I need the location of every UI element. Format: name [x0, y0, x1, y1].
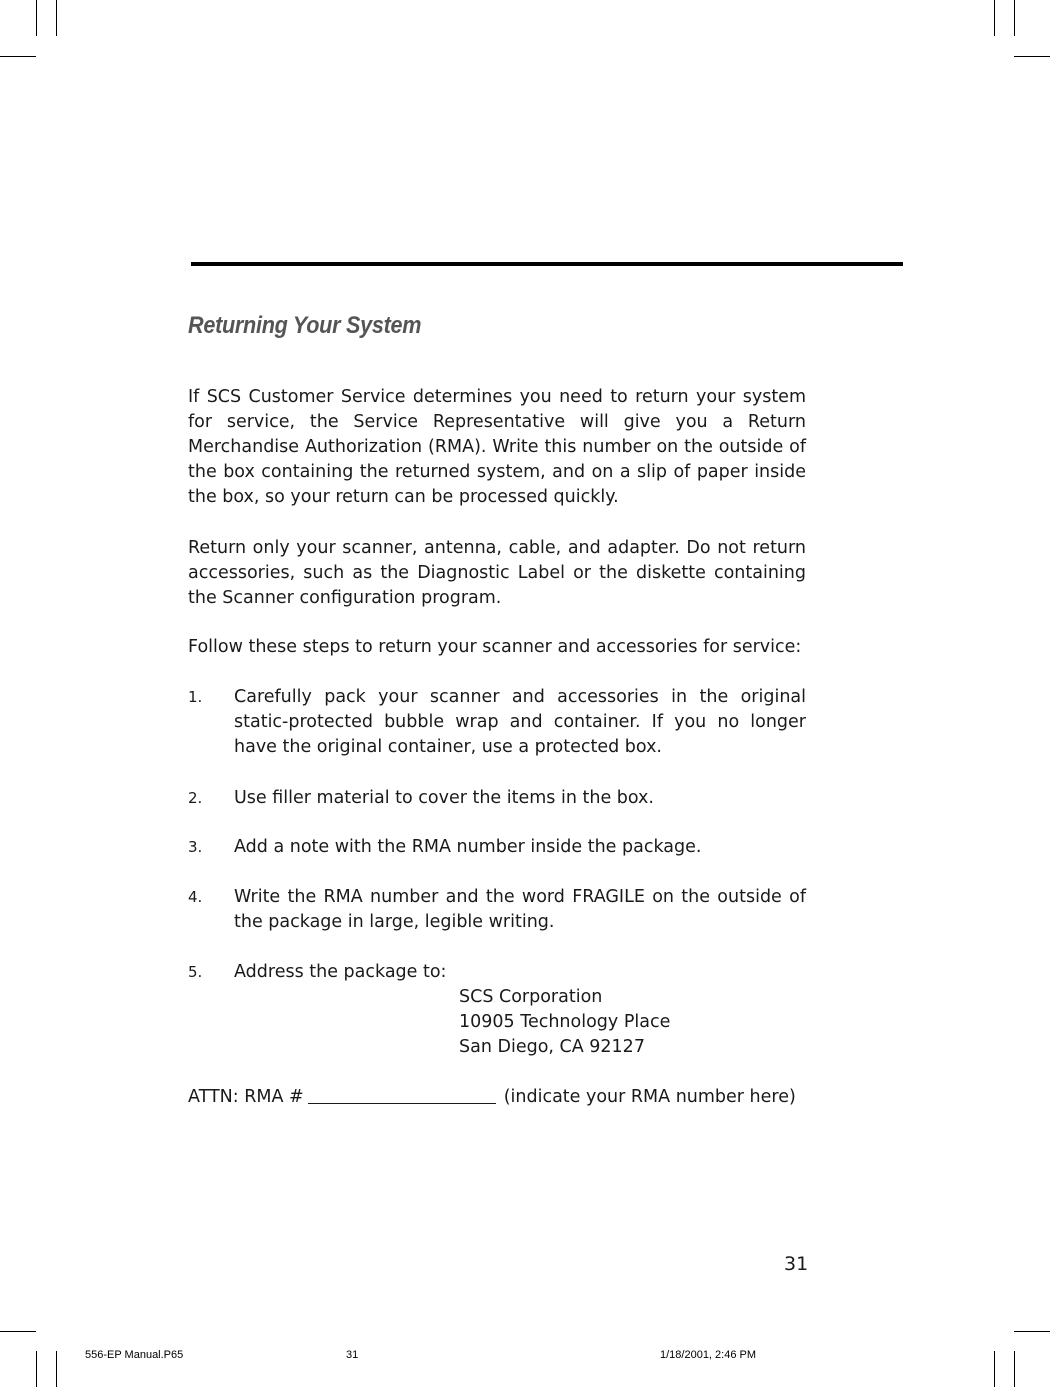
crop-mark [56, 1351, 57, 1387]
crop-mark [56, 0, 57, 36]
header-rule [191, 262, 903, 266]
address-line-company: SCS Corporation [459, 987, 603, 1007]
step-number: 4. [188, 888, 203, 906]
crop-mark [0, 1331, 36, 1332]
crop-mark [1014, 1331, 1050, 1332]
crop-mark [1014, 56, 1050, 57]
list-item [188, 786, 806, 811]
crop-mark [1014, 1351, 1015, 1387]
step-number: 3. [188, 838, 203, 856]
slug-page: 31 [346, 1349, 359, 1361]
intro-paragraph: If SCS Customer Service determines you need to return your system for service, the Service Representative will give you a Return Merchandise Authorization (RMA). Write this number on the outside of the box containing the returned system, and on a slip of paper inside the box, so your return can be processed quickly. [188, 387, 806, 507]
steps-intro-paragraph: Follow these steps to return your scanner and accessories for service: [188, 637, 802, 657]
step-number: 1. [188, 688, 203, 706]
step-text: Address the package to: [234, 962, 447, 982]
step-text: Write the RMA number and the word FRAGILE on the outside of the package in large, legible writing. [234, 887, 806, 932]
attn-label: ATTN: RMA # [188, 1087, 304, 1107]
address-line-city: San Diego, CA 92127 [459, 1037, 645, 1057]
crop-mark [36, 0, 37, 36]
step-text: Carefully pack your scanner and accessories in the original static-protected bubble wrap and container. If you no longer have the original container, use a protected box. [234, 687, 806, 757]
list-item [188, 835, 806, 860]
crop-mark [1014, 0, 1015, 36]
step-number: 2. [188, 789, 203, 807]
slug-file: 556-EP Manual.P65 [85, 1349, 184, 1361]
crop-mark [994, 1351, 995, 1387]
page-number: 31 [784, 1253, 809, 1275]
list-item [188, 960, 806, 985]
attn-line [188, 1085, 796, 1110]
slug-timestamp: 1/18/2001, 2:46 PM [660, 1349, 757, 1361]
step-text: Use filler material to cover the items in the box. [234, 788, 654, 808]
step-text: Add a note with the RMA number inside the package. [234, 837, 702, 857]
step-number: 5. [188, 963, 203, 981]
rma-blank [308, 1085, 496, 1104]
return-items-paragraph: Return only your scanner, antenna, cable, and adapter. Do not return accessories, such as the Diagnostic Label or the diskette containing the Scanner configuration program. [188, 538, 806, 608]
attn-note: (indicate your RMA number here) [503, 1087, 796, 1107]
crop-mark [0, 56, 36, 57]
section-title: Returning Your System [188, 312, 422, 339]
list-item [188, 885, 806, 935]
address-line-street: 10905 Technology Place [459, 1012, 671, 1032]
crop-mark [36, 1351, 37, 1387]
list-item [188, 685, 806, 760]
crop-mark [994, 0, 995, 36]
